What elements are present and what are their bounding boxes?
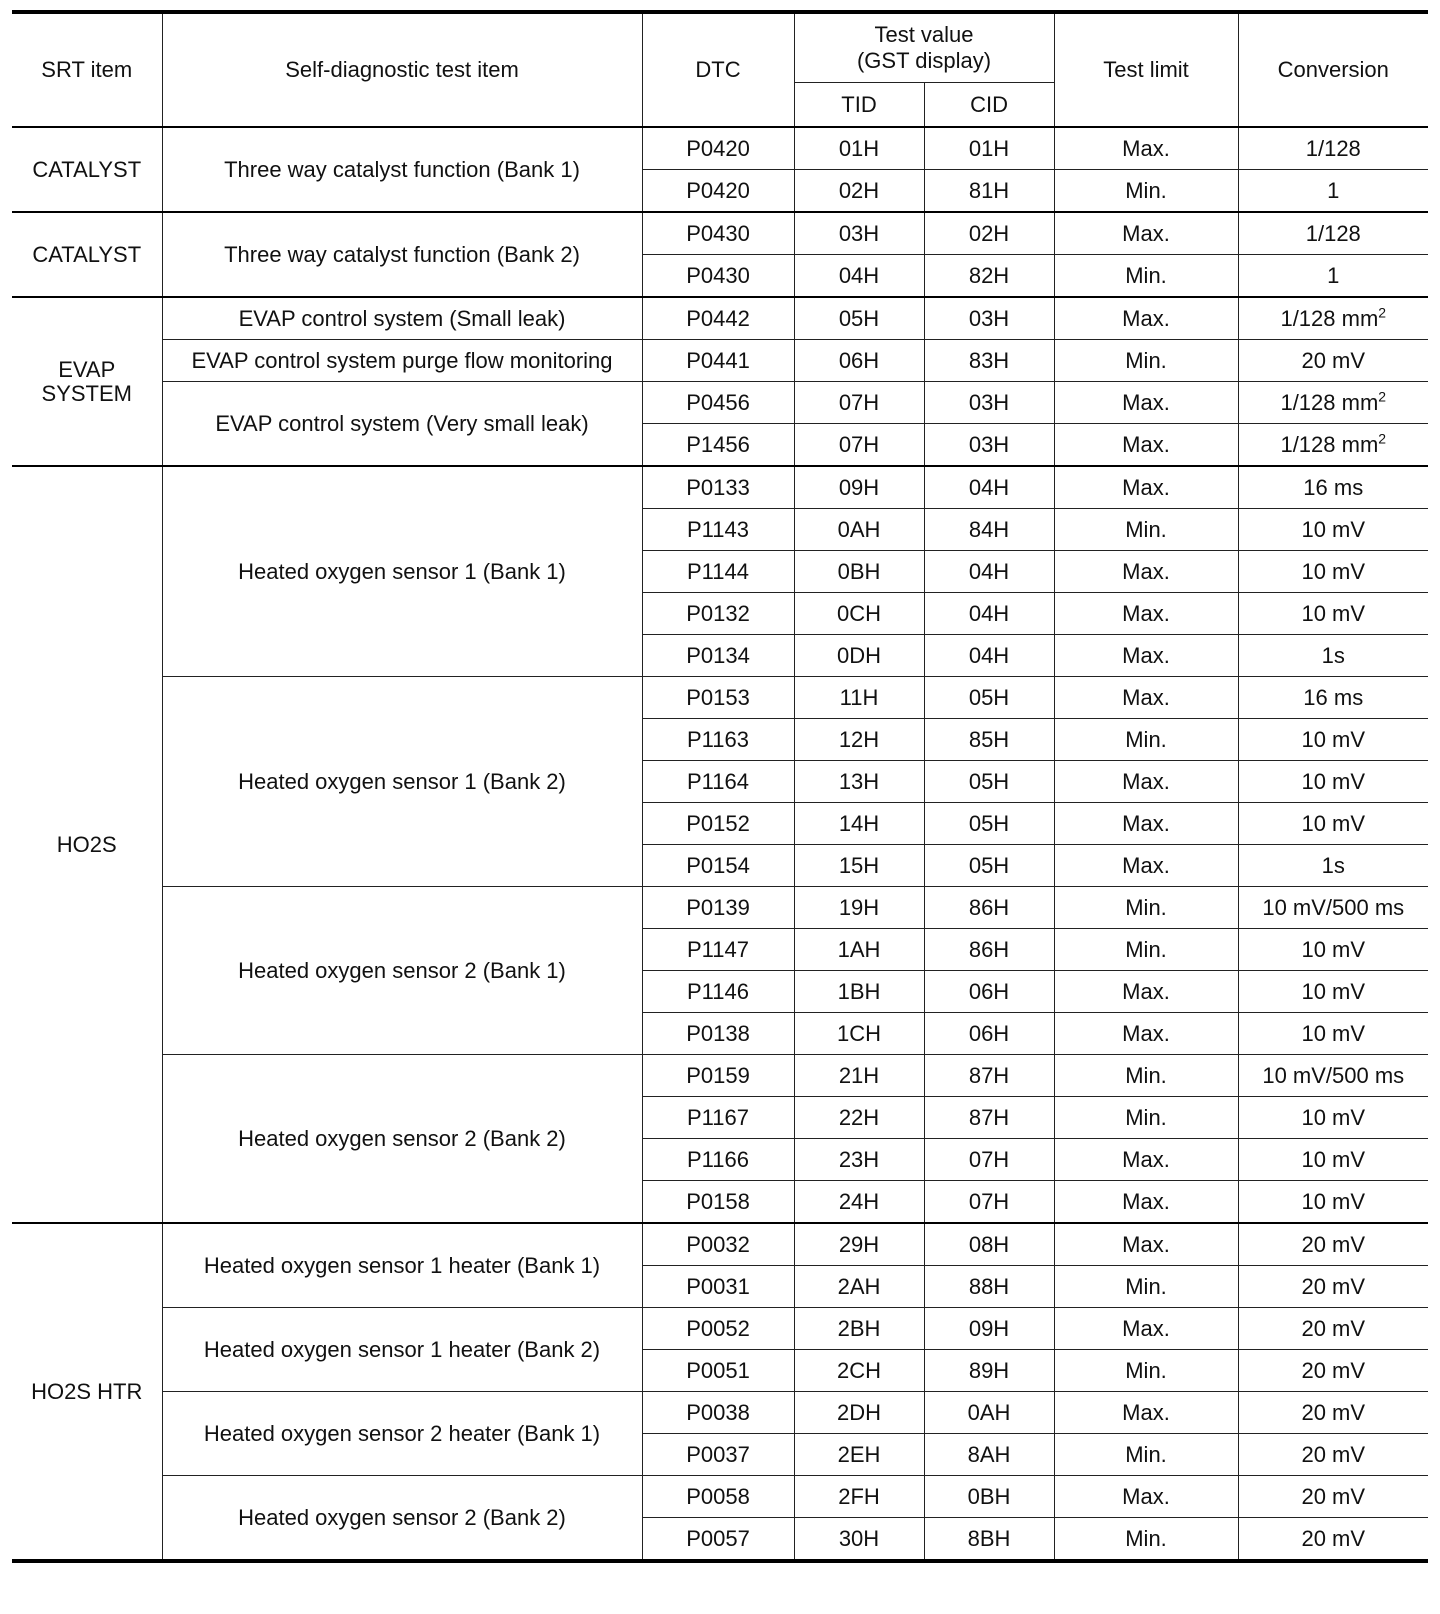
test-limit-cell: Max. xyxy=(1054,1013,1238,1055)
dtc-cell: P0430 xyxy=(642,212,794,255)
test-limit-cell: Max. xyxy=(1054,845,1238,887)
cid-cell: 02H xyxy=(924,212,1054,255)
header-test-value-line1: Test value xyxy=(874,22,974,47)
dtc-cell: P0139 xyxy=(642,887,794,929)
conversion-exponent: 2 xyxy=(1378,430,1387,447)
dtc-cell: P0037 xyxy=(642,1434,794,1476)
cid-cell: 03H xyxy=(924,382,1054,424)
tid-cell: 0BH xyxy=(794,551,924,593)
header-dtc: DTC xyxy=(642,12,794,127)
cid-cell: 86H xyxy=(924,887,1054,929)
tid-cell: 14H xyxy=(794,803,924,845)
dtc-cell: P1147 xyxy=(642,929,794,971)
srt-item-cell xyxy=(12,212,162,297)
table-row xyxy=(12,1476,1428,1518)
conversion-cell xyxy=(1238,803,1428,845)
header-tid: TID xyxy=(794,83,924,128)
test-limit-cell: Max. xyxy=(1054,212,1238,255)
cid-cell: 87H xyxy=(924,1097,1054,1139)
tid-cell: 2CH xyxy=(794,1350,924,1392)
conversion-value: 10 mV xyxy=(1301,1188,1366,1214)
test-item-cell: EVAP control system purge flow monitoring xyxy=(162,340,642,382)
tid-cell: 0DH xyxy=(794,635,924,677)
table-row xyxy=(12,887,1428,929)
table-row xyxy=(12,297,1428,340)
table-row xyxy=(12,466,1428,509)
tid-cell: 03H xyxy=(794,212,924,255)
cid-cell: 04H xyxy=(924,635,1054,677)
test-item-cell: Heated oxygen sensor 1 (Bank 2) xyxy=(162,677,642,887)
cid-cell: 06H xyxy=(924,1013,1054,1055)
dtc-cell: P0158 xyxy=(642,1181,794,1224)
conversion-cell xyxy=(1238,1139,1428,1181)
conversion-value: 10 mV/500 ms xyxy=(1262,894,1405,920)
conversion-cell xyxy=(1238,971,1428,1013)
test-limit-cell: Min. xyxy=(1054,719,1238,761)
conversion-value: 20 mV xyxy=(1301,1273,1366,1299)
conversion-cell xyxy=(1238,1181,1428,1224)
cid-cell: 07H xyxy=(924,1181,1054,1224)
dtc-cell: P0051 xyxy=(642,1350,794,1392)
table-row xyxy=(12,1223,1428,1266)
dtc-cell: P1166 xyxy=(642,1139,794,1181)
conversion-value: 10 mV xyxy=(1301,768,1366,794)
test-item-cell: Heated oxygen sensor 1 heater (Bank 2) xyxy=(162,1308,642,1392)
test-limit-cell: Min. xyxy=(1054,1518,1238,1562)
tid-cell: 02H xyxy=(794,170,924,213)
srt-item-cell xyxy=(12,297,162,466)
conversion-cell xyxy=(1238,887,1428,929)
conversion-value: 1/128 mm xyxy=(1280,305,1379,331)
dtc-cell: P0138 xyxy=(642,1013,794,1055)
test-limit-cell: Max. xyxy=(1054,803,1238,845)
test-limit-cell: Max. xyxy=(1054,1223,1238,1266)
dtc-cell: P0152 xyxy=(642,803,794,845)
conversion-cell xyxy=(1238,1013,1428,1055)
test-limit-cell: Min. xyxy=(1054,1055,1238,1097)
conversion-value: 10 mV xyxy=(1301,936,1366,962)
cid-cell: 04H xyxy=(924,466,1054,509)
dtc-cell: P1456 xyxy=(642,424,794,467)
dtc-cell: P0134 xyxy=(642,635,794,677)
test-limit-cell: Max. xyxy=(1054,1181,1238,1224)
conversion-value: 10 mV xyxy=(1301,978,1366,1004)
cid-cell: 03H xyxy=(924,424,1054,467)
tid-cell: 2BH xyxy=(794,1308,924,1350)
conversion-cell xyxy=(1238,551,1428,593)
test-limit-cell: Min. xyxy=(1054,929,1238,971)
test-item-cell: Heated oxygen sensor 2 (Bank 2) xyxy=(162,1476,642,1562)
conversion-cell xyxy=(1238,1434,1428,1476)
tid-cell: 19H xyxy=(794,887,924,929)
srt-item-cell xyxy=(12,1223,162,1561)
cid-cell: 01H xyxy=(924,127,1054,170)
test-limit-cell: Max. xyxy=(1054,971,1238,1013)
dtc-cell: P1167 xyxy=(642,1097,794,1139)
test-limit-cell: Min. xyxy=(1054,1350,1238,1392)
test-limit-cell: Max. xyxy=(1054,551,1238,593)
header-test-value-line2: (GST display) xyxy=(856,48,992,73)
dtc-cell: P1144 xyxy=(642,551,794,593)
conversion-value: 20 mV xyxy=(1301,1231,1366,1257)
conversion-cell xyxy=(1238,297,1428,340)
test-limit-cell: Max. xyxy=(1054,466,1238,509)
conversion-value: 20 mV xyxy=(1301,1315,1366,1341)
cid-cell: 81H xyxy=(924,170,1054,213)
tid-cell: 15H xyxy=(794,845,924,887)
conversion-cell xyxy=(1238,382,1428,424)
test-item-cell: Heated oxygen sensor 1 heater (Bank 1) xyxy=(162,1223,642,1308)
test-limit-cell: Max. xyxy=(1054,382,1238,424)
test-limit-cell: Min. xyxy=(1054,255,1238,298)
cid-cell: 8BH xyxy=(924,1518,1054,1562)
conversion-cell xyxy=(1238,255,1428,298)
conversion-cell xyxy=(1238,1097,1428,1139)
tid-cell: 1CH xyxy=(794,1013,924,1055)
dtc-cell: P0456 xyxy=(642,382,794,424)
conversion-cell xyxy=(1238,509,1428,551)
test-item-cell: Heated oxygen sensor 2 (Bank 1) xyxy=(162,887,642,1055)
conversion-value: 20 mV xyxy=(1301,347,1366,373)
conversion-cell xyxy=(1238,929,1428,971)
conversion-value: 20 mV xyxy=(1301,1441,1366,1467)
table-header xyxy=(12,12,1428,127)
srt-test-table xyxy=(12,10,1428,1563)
test-limit-cell: Min. xyxy=(1054,1434,1238,1476)
dtc-cell: P0154 xyxy=(642,845,794,887)
test-limit-cell: Min. xyxy=(1054,887,1238,929)
tid-cell: 0CH xyxy=(794,593,924,635)
tid-cell: 09H xyxy=(794,466,924,509)
conversion-value: 10 mV xyxy=(1301,726,1366,752)
tid-cell: 2AH xyxy=(794,1266,924,1308)
tid-cell: 12H xyxy=(794,719,924,761)
dtc-cell: P0430 xyxy=(642,255,794,298)
conversion-value: 10 mV xyxy=(1301,1020,1366,1046)
dtc-cell: P0153 xyxy=(642,677,794,719)
table-row xyxy=(12,1308,1428,1350)
cid-cell: 06H xyxy=(924,971,1054,1013)
conversion-value: 10 mV xyxy=(1301,810,1366,836)
cid-cell: 8AH xyxy=(924,1434,1054,1476)
dtc-cell: P1164 xyxy=(642,761,794,803)
conversion-cell xyxy=(1238,424,1428,467)
dtc-cell: P0159 xyxy=(642,1055,794,1097)
dtc-cell: P0032 xyxy=(642,1223,794,1266)
tid-cell: 01H xyxy=(794,127,924,170)
cid-cell: 86H xyxy=(924,929,1054,971)
cid-cell: 04H xyxy=(924,551,1054,593)
conversion-cell xyxy=(1238,761,1428,803)
conversion-cell xyxy=(1238,1350,1428,1392)
conversion-cell xyxy=(1238,845,1428,887)
test-item-cell: Heated oxygen sensor 2 (Bank 2) xyxy=(162,1055,642,1224)
srt-item-label: EVAP xyxy=(58,356,116,382)
conversion-value: 1 xyxy=(1327,177,1340,203)
conversion-cell xyxy=(1238,466,1428,509)
table-row xyxy=(12,1055,1428,1097)
conversion-cell xyxy=(1238,677,1428,719)
header-cid: CID xyxy=(924,83,1054,128)
conversion-cell xyxy=(1238,1266,1428,1308)
conversion-cell xyxy=(1238,1055,1428,1097)
header-srt-item: SRT item xyxy=(12,12,162,127)
conversion-value: 10 mV xyxy=(1301,558,1366,584)
dtc-cell: P0133 xyxy=(642,466,794,509)
header-test-value xyxy=(794,12,1054,83)
cid-cell: 05H xyxy=(924,761,1054,803)
table-row xyxy=(12,340,1428,382)
conversion-cell xyxy=(1238,719,1428,761)
srt-item-label: SYSTEM xyxy=(41,380,132,406)
conversion-cell xyxy=(1238,127,1428,170)
conversion-value: 16 ms xyxy=(1303,684,1364,710)
header-test-limit: Test limit xyxy=(1054,12,1238,127)
cid-cell: 0AH xyxy=(924,1392,1054,1434)
tid-cell: 13H xyxy=(794,761,924,803)
test-limit-cell: Max. xyxy=(1054,1139,1238,1181)
tid-cell: 29H xyxy=(794,1223,924,1266)
cid-cell: 08H xyxy=(924,1223,1054,1266)
conversion-cell xyxy=(1238,1392,1428,1434)
conversion-exponent: 2 xyxy=(1378,388,1387,405)
conversion-cell xyxy=(1238,635,1428,677)
srt-item-cell xyxy=(12,127,162,212)
srt-test-value-document xyxy=(12,10,1428,1608)
tid-cell: 21H xyxy=(794,1055,924,1097)
table-row xyxy=(12,1392,1428,1434)
conversion-value: 1/128 xyxy=(1305,220,1361,246)
test-item-cell: Three way catalyst function (Bank 2) xyxy=(162,212,642,297)
test-limit-cell: Max. xyxy=(1054,677,1238,719)
tid-cell: 1BH xyxy=(794,971,924,1013)
table-row xyxy=(12,127,1428,170)
cid-cell: 05H xyxy=(924,677,1054,719)
test-limit-cell: Max. xyxy=(1054,1392,1238,1434)
conversion-cell xyxy=(1238,340,1428,382)
dtc-cell: P0442 xyxy=(642,297,794,340)
cid-cell: 82H xyxy=(924,255,1054,298)
conversion-exponent: 2 xyxy=(1378,304,1387,321)
tid-cell: 2EH xyxy=(794,1434,924,1476)
cid-cell: 88H xyxy=(924,1266,1054,1308)
tid-cell: 0AH xyxy=(794,509,924,551)
dtc-cell: P0420 xyxy=(642,127,794,170)
test-limit-cell: Max. xyxy=(1054,593,1238,635)
tid-cell: 04H xyxy=(794,255,924,298)
conversion-cell xyxy=(1238,1223,1428,1266)
test-limit-cell: Max. xyxy=(1054,297,1238,340)
table-row xyxy=(12,677,1428,719)
conversion-value: 1/128 xyxy=(1305,135,1361,161)
test-limit-cell: Max. xyxy=(1054,127,1238,170)
tid-cell: 24H xyxy=(794,1181,924,1224)
dtc-cell: P0031 xyxy=(642,1266,794,1308)
dtc-cell: P1163 xyxy=(642,719,794,761)
tid-cell: 23H xyxy=(794,1139,924,1181)
cid-cell: 05H xyxy=(924,803,1054,845)
test-limit-cell: Min. xyxy=(1054,1097,1238,1139)
test-limit-cell: Min. xyxy=(1054,170,1238,213)
tid-cell: 1AH xyxy=(794,929,924,971)
tid-cell: 2FH xyxy=(794,1476,924,1518)
cid-cell: 04H xyxy=(924,593,1054,635)
conversion-value: 1s xyxy=(1321,852,1345,878)
conversion-cell xyxy=(1238,1518,1428,1562)
conversion-cell xyxy=(1238,170,1428,213)
dtc-cell: P0132 xyxy=(642,593,794,635)
conversion-value: 10 mV xyxy=(1301,516,1366,542)
test-limit-cell: Max. xyxy=(1054,1476,1238,1518)
dtc-cell: P0058 xyxy=(642,1476,794,1518)
cid-cell: 03H xyxy=(924,297,1054,340)
conversion-cell xyxy=(1238,1308,1428,1350)
tid-cell: 2DH xyxy=(794,1392,924,1434)
tid-cell: 07H xyxy=(794,424,924,467)
table-row xyxy=(12,382,1428,424)
test-limit-cell: Max. xyxy=(1054,424,1238,467)
srt-item-label: HO2S HTR xyxy=(31,1378,143,1404)
test-item-cell: EVAP control system (Small leak) xyxy=(162,297,642,340)
test-item-cell: Heated oxygen sensor 2 heater (Bank 1) xyxy=(162,1392,642,1476)
test-limit-cell: Min. xyxy=(1054,340,1238,382)
cid-cell: 05H xyxy=(924,845,1054,887)
conversion-value: 20 mV xyxy=(1301,1483,1366,1509)
test-limit-cell: Min. xyxy=(1054,509,1238,551)
conversion-value: 20 mV xyxy=(1301,1357,1366,1383)
tid-cell: 05H xyxy=(794,297,924,340)
conversion-cell xyxy=(1238,1476,1428,1518)
tid-cell: 07H xyxy=(794,382,924,424)
cid-cell: 09H xyxy=(924,1308,1054,1350)
cid-cell: 85H xyxy=(924,719,1054,761)
dtc-cell: P0052 xyxy=(642,1308,794,1350)
dtc-cell: P1146 xyxy=(642,971,794,1013)
cid-cell: 87H xyxy=(924,1055,1054,1097)
test-limit-cell: Max. xyxy=(1054,761,1238,803)
table-body xyxy=(12,127,1428,1561)
test-limit-cell: Max. xyxy=(1054,1308,1238,1350)
table-row xyxy=(12,212,1428,255)
test-item-cell: Heated oxygen sensor 1 (Bank 1) xyxy=(162,466,642,677)
tid-cell: 22H xyxy=(794,1097,924,1139)
conversion-value: 10 mV xyxy=(1301,600,1366,626)
conversion-value: 1/128 mm xyxy=(1280,431,1379,457)
dtc-cell: P0057 xyxy=(642,1518,794,1562)
conversion-value: 10 mV/500 ms xyxy=(1262,1062,1405,1088)
conversion-cell xyxy=(1238,212,1428,255)
header-test-item: Self-diagnostic test item xyxy=(162,12,642,127)
tid-cell: 06H xyxy=(794,340,924,382)
conversion-value: 1/128 mm xyxy=(1280,389,1379,415)
srt-item-cell xyxy=(12,466,162,1223)
conversion-value: 20 mV xyxy=(1301,1525,1366,1551)
cid-cell: 84H xyxy=(924,509,1054,551)
cid-cell: 83H xyxy=(924,340,1054,382)
tid-cell: 11H xyxy=(794,677,924,719)
conversion-value: 16 ms xyxy=(1303,474,1364,500)
header-conversion: Conversion xyxy=(1238,12,1428,127)
conversion-value: 10 mV xyxy=(1301,1104,1366,1130)
conversion-value: 1 xyxy=(1327,262,1340,288)
conversion-value: 1s xyxy=(1321,642,1345,668)
conversion-value: 10 mV xyxy=(1301,1146,1366,1172)
dtc-cell: P1143 xyxy=(642,509,794,551)
conversion-value: 20 mV xyxy=(1301,1399,1366,1425)
dtc-cell: P0441 xyxy=(642,340,794,382)
test-limit-cell: Min. xyxy=(1054,1266,1238,1308)
cid-cell: 89H xyxy=(924,1350,1054,1392)
dtc-cell: P0420 xyxy=(642,170,794,213)
test-limit-cell: Max. xyxy=(1054,635,1238,677)
srt-item-label: CATALYST xyxy=(32,156,142,182)
dtc-cell: P0038 xyxy=(642,1392,794,1434)
cid-cell: 07H xyxy=(924,1139,1054,1181)
srt-item-label: CATALYST xyxy=(32,241,142,267)
srt-item-label: HO2S xyxy=(56,831,117,857)
cid-cell: 0BH xyxy=(924,1476,1054,1518)
test-item-cell: Three way catalyst function (Bank 1) xyxy=(162,127,642,212)
test-item-cell: EVAP control system (Very small leak) xyxy=(162,382,642,467)
conversion-cell xyxy=(1238,593,1428,635)
tid-cell: 30H xyxy=(794,1518,924,1562)
